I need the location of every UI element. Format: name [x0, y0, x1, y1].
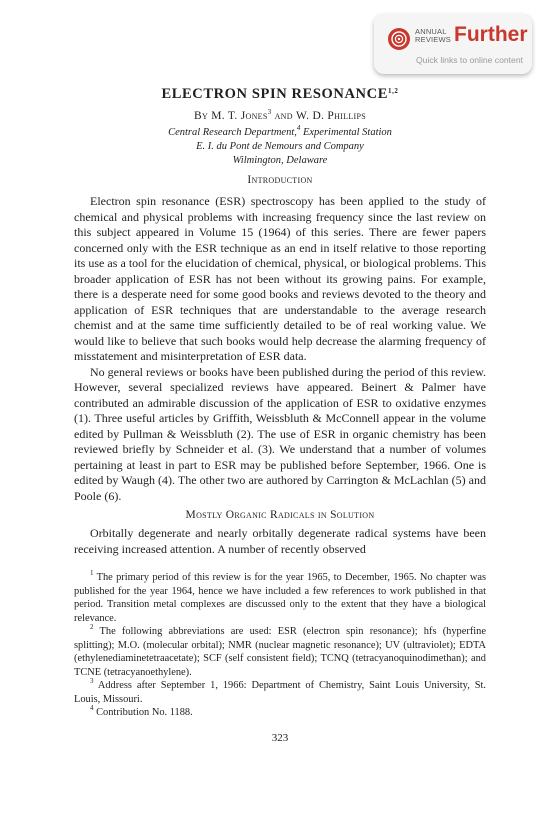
title-footnote-marks: 1,2 — [387, 87, 399, 95]
quick-links-text[interactable]: Quick links to online content — [416, 55, 524, 65]
affiliation: Central Research Department,$^4$ Experimental Station E. I. du Pont de Nemours and Company Wilmington, Delaware — [168, 124, 392, 166]
footnote-1: $^1$ The primary period of this review is for the year 1965, to December, 1965. No chapter was published for the year 1964, hence we have included a few references to work published in that period. Transition metal complexes are discussed only to the extent that they have a biological relevance. — [74, 569, 486, 624]
paragraph-intro-1: Electron spin resonance (ESR) spectroscopy has been applied to the study of chemical and physical problems with increasing frequency since the last review on this subject appeared in Volume 15 (1964) of this series. There are fewer papers concerned only with the ESR technique as an end in itself relative to those reporting its use as a tool for the elucidation of chemical, physical, or biological problems. This broader application of ESR has not been without its growing pains. For example, there is a desperate need for some good books and reviews devoted to the theory and application of ESR techniques that are understandable to the average research chemist and at the same time sufficiently detailed to be of real working value. We would like to believe that such books would help decrease the alarming frequency of misstatement and misinterpretation of ESR data. — [74, 194, 486, 363]
article-page — [74, 85, 486, 744]
footnote-2: $^2$ The following abbreviations are used: ESR (electron spin resonance); hfs (hyperfine splitting); M.O. (molecular orbital); NMR (nuclear magnetic resonance); UV (ultraviolet); EDTA (ethylenediaminetetraacetate); SCF (self consistent field); TCNQ (tetracyanoquinodimethan); and TCNE (tetracyanoethylene). — [74, 623, 486, 678]
author-phillips: W. D. Phillips — [296, 110, 366, 122]
page-number: 323 — [271, 731, 289, 744]
section-heading-organic-radicals: Mostly Organic Radicals in Solution — [185, 509, 375, 521]
byline: By M. T. Jones$^3$ and W. D. Phillips — [193, 108, 366, 122]
paragraph-intro-2: No general reviews or books have been published during the period of this review. However, several specialized reviews have appeared. Beinert & Palmer have contributed an admirable discussion of the application of ESR to oxidative enzymes (1). Three useful articles by Griffith, Weissbluth & McConnell appear in the volume edited by Pullman & Weissbluth (2). The use of ESR in organic chemistry has been reviewed briefly by Schneider et al. (3). We understand that a number of volumes pertaining at least in part to ESR may be published before September, 1966. One is edited by Waugh (4). The other two are authored by Carrington & McLachlan (5) and Poole (6). — [74, 364, 486, 503]
footnote-3: $^3$ Address after September 1, 1966: Department of Chemistry, Saint Louis University, St. Louis, Missouri. — [74, 677, 486, 705]
further-badge[interactable] — [374, 14, 532, 74]
further-label: Further — [454, 23, 528, 46]
author-jones: M. T. Jones — [211, 110, 268, 122]
footnote-4: $^4$ Contribution No. 1188. — [90, 704, 193, 718]
annual-reviews-wordmark: ANNUAL REVIEWS — [415, 27, 451, 44]
annual-reviews-logo-icon — [388, 28, 410, 50]
article-title: ELECTRON SPIN RESONANCE$^{1,2}$ — [161, 86, 399, 102]
footnotes — [74, 571, 486, 720]
section-heading-introduction: Introduction — [247, 174, 313, 186]
paragraph-organic-1: Orbitally degenerate and nearly orbitally degenerate radical systems have been receiving increased attention. A number of recently observed — [74, 526, 486, 556]
